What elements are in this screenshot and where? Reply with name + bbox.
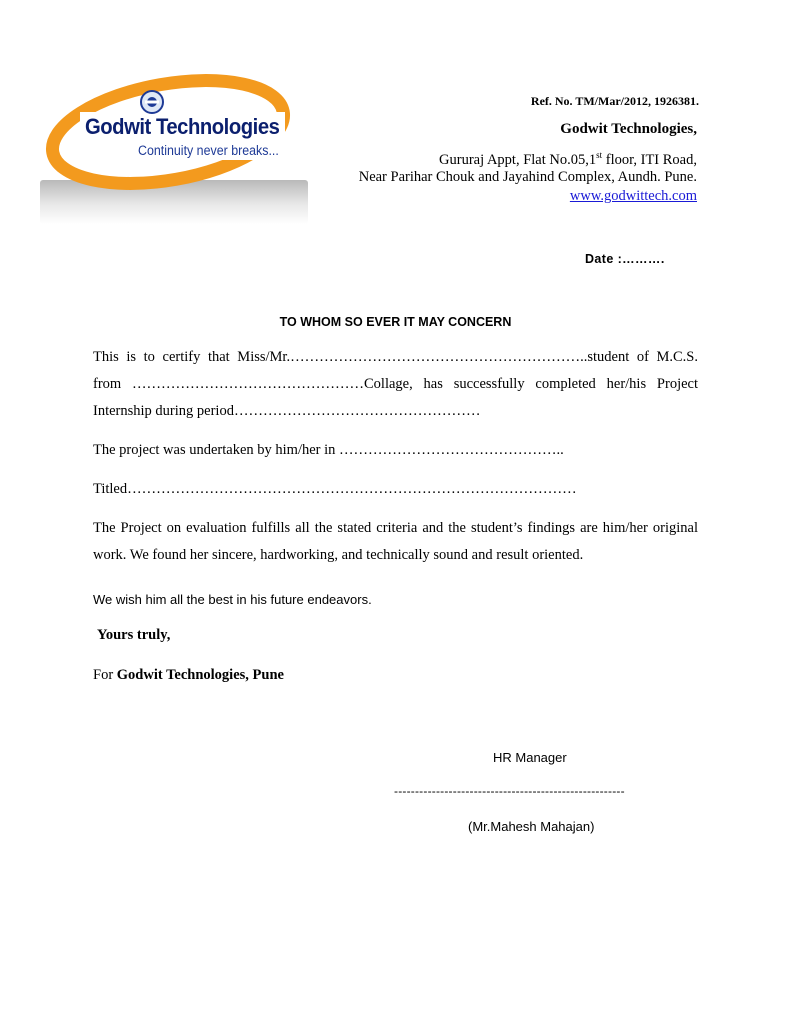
company-name: Godwit Technologies, xyxy=(560,121,697,137)
date-field: Date :………. xyxy=(585,252,665,266)
company-logo xyxy=(40,62,308,224)
address-line-2: Near Parihar Chouk and Jayahind Complex, Aundh. Pune. xyxy=(358,169,697,185)
project-paragraph: The project was undertaken by him/her in ……………………………………….. xyxy=(93,442,564,458)
signature-line: ------------------------------------------------------- xyxy=(394,784,625,798)
address-line-1-main: Gururaj Appt, Flat No.05,1 xyxy=(439,151,597,168)
closing-for-line xyxy=(93,667,284,684)
wishes-paragraph: We wish him all the best in his future endeavors. xyxy=(93,592,372,607)
certify-paragraph: This is to certify that Miss/Mr.……………………………………………………..student of M.C.S. from …………………………………………Collage, has successfully completed her/his Project Internship during period…………………………………………… xyxy=(93,349,698,419)
website-link[interactable]: www.godwittech.com xyxy=(569,188,697,204)
signatory-name: (Mr.Mahesh Mahajan) xyxy=(468,819,595,834)
letter-heading: TO WHOM SO EVER IT MAY CONCERN xyxy=(279,315,512,329)
logo-tagline: Continuity never breaks... xyxy=(138,143,279,158)
address-line-1-sup: st xyxy=(596,150,603,160)
title-paragraph: Titled………………………………………………………………………………… xyxy=(93,481,577,497)
closing-for-prefix: For xyxy=(93,667,117,683)
evaluation-paragraph: The Project on evaluation fulfills all the stated criteria and the student’s findings are him/her original work. We found her sincere, hardworking, and technically sound and result oriented. xyxy=(93,520,698,563)
logo-name: Godwit Technologies xyxy=(85,114,280,139)
closing-salutation: Yours truly, xyxy=(97,627,171,643)
address-line-1 xyxy=(439,150,697,169)
closing-for-company: Godwit Technologies, Pune xyxy=(116,667,284,683)
reference-number: Ref. No. TM/Mar/2012, 1926381. xyxy=(530,94,699,108)
address-line-1-rest: floor, ITI Road, xyxy=(602,151,697,168)
signatory-title: HR Manager xyxy=(493,750,567,765)
